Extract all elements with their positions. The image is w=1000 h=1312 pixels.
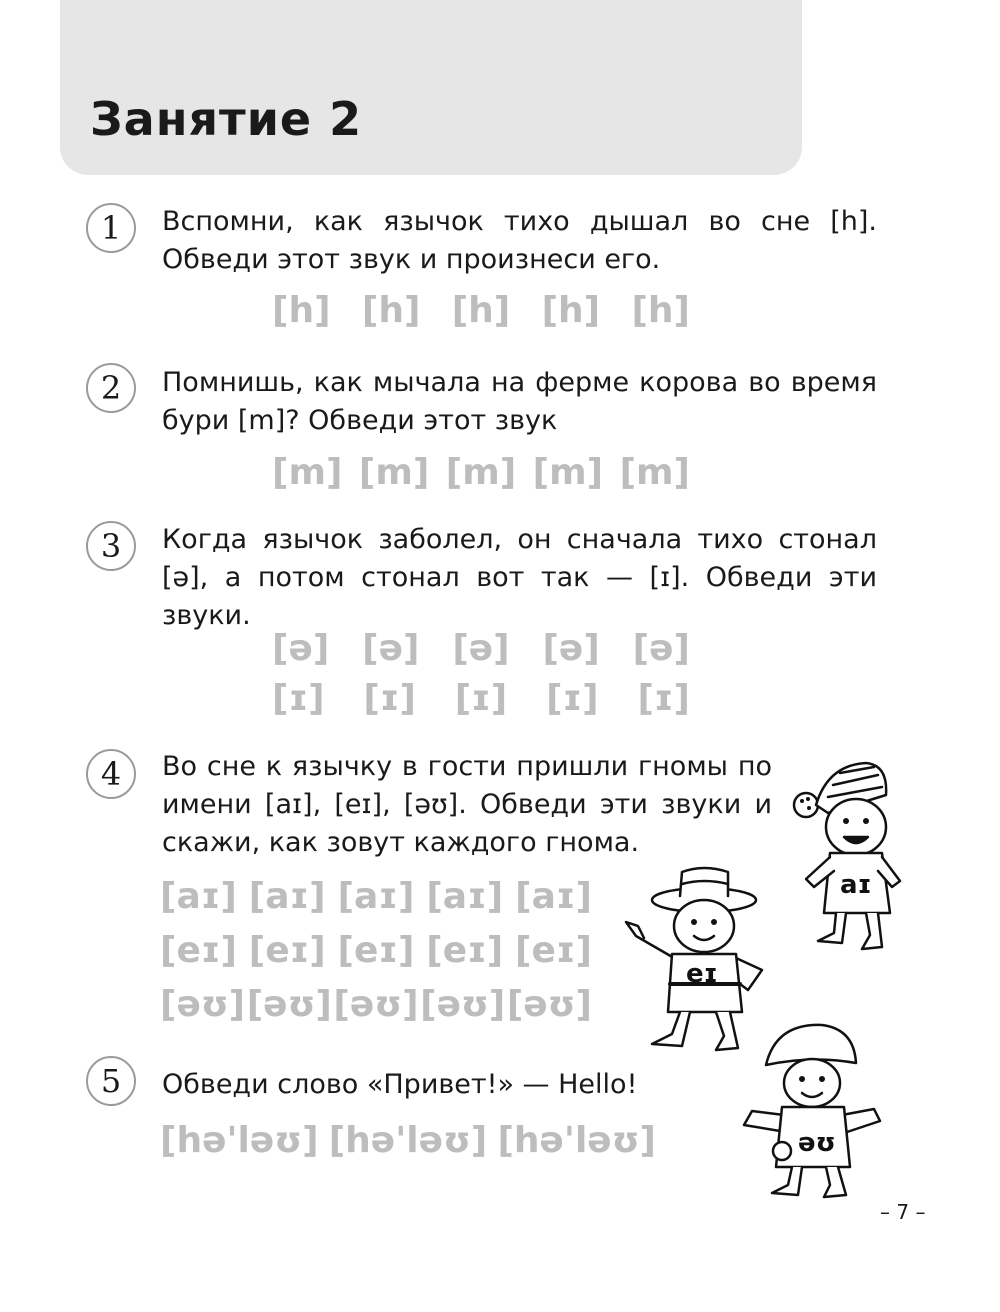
word-hello[interactable]: [hə'ləʊ] bbox=[328, 1120, 488, 1161]
sound-ou[interactable]: [əʊ] bbox=[160, 984, 246, 1025]
task-1-text: Вспомни, как язычок тихо дышал во сне [h]. Обведи этот звук и произнеси его. bbox=[162, 206, 877, 275]
sound-ou[interactable]: [əʊ] bbox=[333, 984, 419, 1025]
task-2-sound-row bbox=[272, 452, 690, 493]
sound-short-i[interactable]: [ɪ] bbox=[454, 678, 508, 719]
gnome-label-ou: əʊ bbox=[798, 1128, 836, 1158]
gnome-striped-hat-icon bbox=[778, 745, 908, 955]
gnome-label-ai: aɪ bbox=[840, 870, 872, 900]
sound-schwa[interactable]: [ə] bbox=[362, 628, 420, 669]
sound-h[interactable]: [h] bbox=[631, 290, 690, 331]
sound-schwa[interactable]: [ə] bbox=[452, 628, 510, 669]
sound-ou[interactable]: [əʊ] bbox=[506, 984, 592, 1025]
sound-short-i[interactable]: [ɪ] bbox=[272, 678, 325, 719]
task-3-sound-row-schwa bbox=[272, 628, 690, 669]
sound-m[interactable]: [m] bbox=[272, 452, 343, 493]
task-1-number: 1 bbox=[86, 203, 136, 253]
task-3-sound-row-short-i bbox=[272, 678, 690, 719]
sound-m[interactable]: [m] bbox=[532, 452, 604, 493]
sound-ei[interactable]: [eɪ] bbox=[160, 930, 237, 971]
task-3-text: Когда язычок заболел, он сначала тихо стонал [ə], а потом стонал вот так — [ɪ]. Обведи эти звуки. bbox=[162, 524, 877, 631]
task-4-sound-row-ai bbox=[160, 876, 592, 917]
gnome-floppy-hat-icon bbox=[736, 1015, 886, 1205]
lesson-title: Занятие 2 bbox=[90, 92, 363, 146]
sound-ai[interactable]: [aɪ] bbox=[248, 876, 326, 917]
sound-schwa[interactable]: [ə] bbox=[272, 628, 330, 669]
sound-ai[interactable]: [aɪ] bbox=[160, 876, 237, 917]
sound-h[interactable]: [h] bbox=[272, 290, 331, 331]
sound-m[interactable]: [m] bbox=[358, 452, 430, 493]
sound-m[interactable]: [m] bbox=[445, 452, 517, 493]
sound-ai[interactable]: [aɪ] bbox=[515, 876, 592, 917]
sound-ei[interactable]: [eɪ] bbox=[426, 930, 504, 971]
sound-h[interactable]: [h] bbox=[361, 290, 421, 331]
sound-ai[interactable]: [aɪ] bbox=[426, 876, 504, 917]
sound-schwa[interactable]: [ə] bbox=[632, 628, 690, 669]
sound-ou[interactable]: [əʊ] bbox=[420, 984, 506, 1025]
task-1-sound-row bbox=[272, 290, 690, 331]
page-number: – 7 – bbox=[880, 1200, 926, 1224]
task-5-number: 5 bbox=[86, 1056, 136, 1106]
task-5-sound-row-hello bbox=[160, 1120, 656, 1161]
word-hello[interactable]: [hə'ləʊ] bbox=[497, 1120, 656, 1161]
sound-h[interactable]: [h] bbox=[451, 290, 511, 331]
sound-short-i[interactable]: [ɪ] bbox=[363, 678, 416, 719]
task-4-sound-row-ei bbox=[160, 930, 592, 971]
task-2-number: 2 bbox=[86, 363, 136, 413]
sound-ai[interactable]: [aɪ] bbox=[337, 876, 415, 917]
sound-ei[interactable]: [eɪ] bbox=[337, 930, 415, 971]
sound-schwa[interactable]: [ə] bbox=[542, 628, 600, 669]
task-4-text: Во сне к язычку в гости пришли гномы по имени [aɪ], [eɪ], [əʊ]. Обведи эти звуки и скажи, как зовут каждого гнома. bbox=[162, 751, 772, 858]
sound-m[interactable]: [m] bbox=[619, 452, 690, 493]
lesson-header bbox=[60, 0, 802, 175]
task-5-text: Обведи слово «Привет!» — Hello! bbox=[162, 1069, 638, 1100]
word-hello[interactable]: [hə'ləʊ] bbox=[160, 1120, 319, 1161]
sound-ou[interactable]: [əʊ] bbox=[246, 984, 332, 1025]
task-4-sound-row-ou bbox=[160, 984, 592, 1025]
sound-ei[interactable]: [eɪ] bbox=[515, 930, 592, 971]
task-2-text: Помнишь, как мычала на ферме корова во время бури [m]? Обведи этот звук bbox=[162, 367, 877, 436]
sound-ei[interactable]: [eɪ] bbox=[248, 930, 326, 971]
sound-h[interactable]: [h] bbox=[541, 290, 601, 331]
gnome-label-ei: eɪ bbox=[686, 959, 718, 989]
task-4-number: 4 bbox=[86, 749, 136, 799]
sound-short-i[interactable]: [ɪ] bbox=[637, 678, 690, 719]
task-3-number: 3 bbox=[86, 521, 136, 571]
sound-short-i[interactable]: [ɪ] bbox=[546, 678, 599, 719]
